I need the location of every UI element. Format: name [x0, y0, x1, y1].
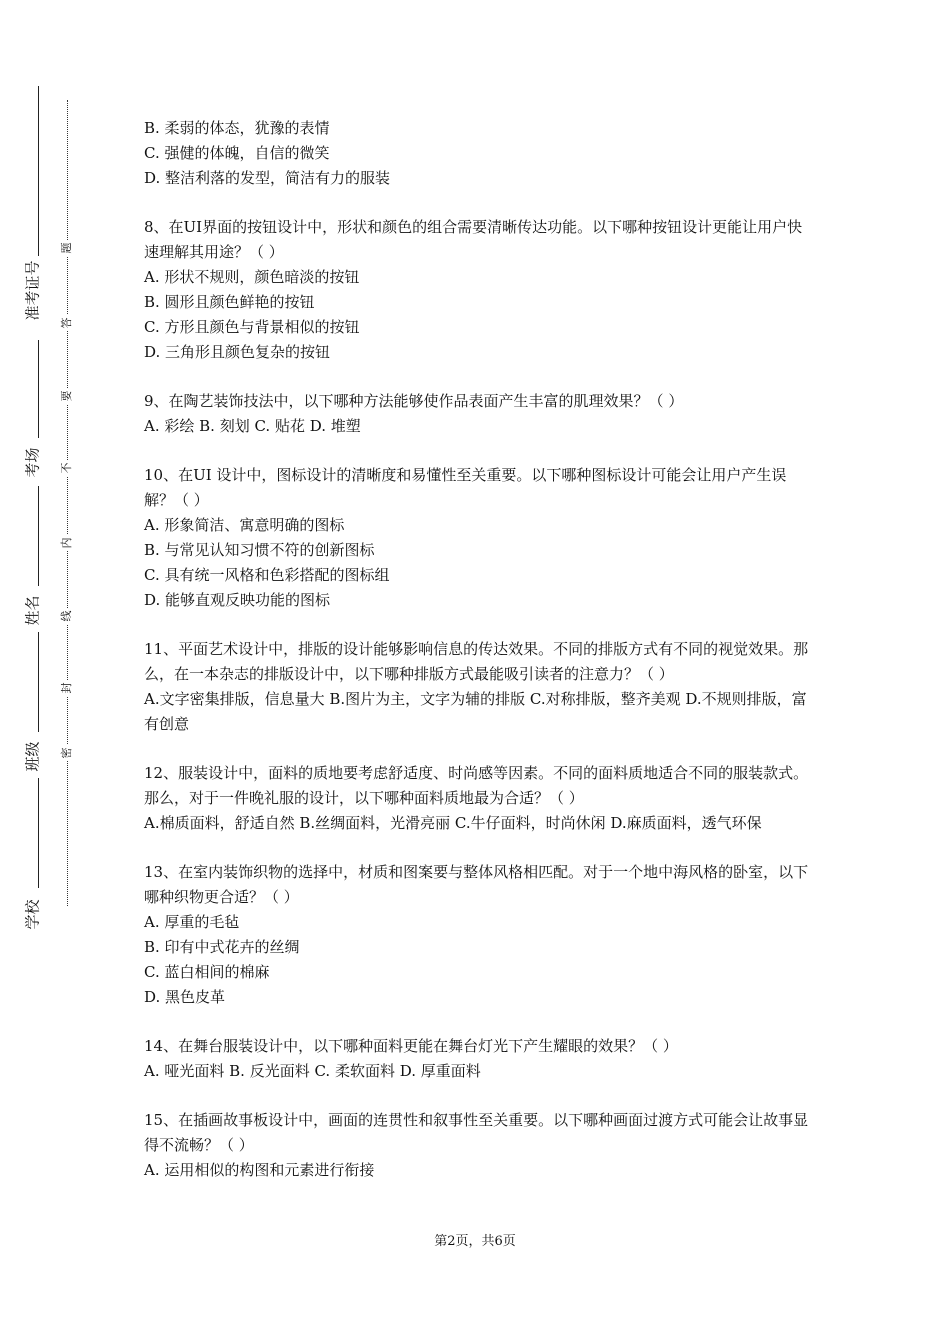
- page-number: 第2页，共6页: [434, 1234, 516, 1249]
- options-inline: A. 彩绘 B. 刻划 C. 贴花 D. 堆塑: [144, 417, 361, 435]
- option: B. 印有中式花卉的丝绸: [144, 938, 300, 956]
- option: D. 整洁利落的发型，简洁有力的服装: [144, 169, 391, 187]
- question-12: [144, 761, 810, 836]
- field-name: [14, 588, 54, 628]
- option: D. 能够直观反映功能的图标: [144, 591, 331, 609]
- field-label: 学校: [23, 899, 42, 930]
- option: C. 具有统一风格和色彩搭配的图标组: [144, 566, 390, 584]
- field-underline: [38, 486, 39, 586]
- option: A. 形象简洁、寓意明确的图标: [144, 516, 345, 534]
- question-15: [144, 1108, 810, 1183]
- question-stem: 10、在UI 设计中，图标设计的清晰度和易懂性至关重要。以下哪种图标设计可能会让用户产生误解？（ ）: [144, 466, 787, 509]
- seal-char: 要: [59, 388, 75, 404]
- option: D. 黑色皮革: [144, 988, 226, 1006]
- seal-char: 封: [59, 680, 75, 696]
- option: C. 方形且颜色与背景相似的按钮: [144, 318, 360, 336]
- question-10: [144, 463, 810, 613]
- field-label: 班级: [23, 741, 42, 772]
- field-label: 准考证号: [23, 260, 42, 321]
- field-exam-room: [14, 440, 54, 480]
- question-stem: 13、在室内装饰织物的选择中，材质和图案要与整体风格相匹配。对于一个地中海风格的卧室，以下哪种织物更合适？（ ）: [144, 863, 809, 906]
- field-underline: [38, 778, 39, 888]
- question-8: [144, 215, 810, 365]
- option: A. 形状不规则，颜色暗淡的按钮: [144, 268, 360, 286]
- question-stem: 12、服装设计中，面料的质地要考虑舒适度、时尚感等因素。不同的面料质地适合不同的服装款式。那么，对于一件晚礼服的设计，以下哪种面料质地最为合适？（ ）: [144, 764, 809, 807]
- field-underline: [38, 86, 39, 256]
- seal-char: 答: [59, 315, 75, 331]
- question-stem: 9、在陶艺装饰技法中，以下哪种方法能够使作品表面产生丰富的肌理效果？（ ）: [144, 392, 684, 410]
- option: B. 柔弱的体态，犹豫的表情: [144, 119, 330, 137]
- question-14: [144, 1034, 810, 1084]
- question-9: [144, 389, 810, 439]
- question-7-carryover: [144, 116, 810, 191]
- options-inline: A.棉质面料，舒适自然 B.丝绸面料，光滑亮丽 C.牛仔面料，时尚休闲 D.麻质面料，透气环保: [144, 814, 762, 832]
- field-school: [14, 892, 54, 932]
- seal-char: 内: [59, 535, 75, 551]
- seal-dotted-line: [67, 100, 68, 906]
- exam-content: [144, 116, 810, 1183]
- field-class: [14, 734, 54, 774]
- field-label: 考场: [23, 447, 42, 478]
- option: B. 圆形且颜色鲜艳的按钮: [144, 293, 315, 311]
- question-stem: 15、在插画故事板设计中，画面的连贯性和叙事性至关重要。以下哪种画面过渡方式可能会让故事显得不流畅？（ ）: [144, 1111, 809, 1154]
- question-11: [144, 637, 810, 737]
- question-stem: 14、在舞台服装设计中，以下哪种面料更能在舞台灯光下产生耀眼的效果？（ ）: [144, 1037, 678, 1055]
- field-underline: [38, 632, 39, 732]
- option: A. 运用相似的构图和元素进行衔接: [144, 1161, 375, 1179]
- option: C. 蓝白相间的棉麻: [144, 963, 270, 981]
- field-underline: [38, 340, 39, 438]
- field-exam-number: [14, 262, 54, 342]
- seal-char: 题: [59, 240, 75, 256]
- question-stem: 11、平面艺术设计中，排版的设计能够影响信息的传达效果。不同的排版方式有不同的视觉效果。那么，在一本杂志的排版设计中，以下哪种排版方式最能吸引读者的注意力？（ ）: [144, 640, 809, 683]
- option: D. 三角形且颜色复杂的按钮: [144, 343, 331, 361]
- binding-margin: [0, 0, 73, 1344]
- question-stem: 8、在UI界面的按钮设计中，形状和颜色的组合需要清晰传达功能。以下哪种按钮设计更能让用户快速理解其用途？（ ）: [144, 218, 803, 261]
- field-label: 姓名: [23, 595, 42, 626]
- options-inline: A.文字密集排版，信息量大 B.图片为主，文字为辅的排版 C.对称排版，整齐美观 D.不规则排版，富有创意: [144, 690, 807, 733]
- seal-char: 不: [59, 460, 75, 476]
- option: B. 与常见认知习惯不符的创新图标: [144, 541, 375, 559]
- seal-char: 线: [59, 608, 75, 624]
- seal-char: 密: [59, 745, 75, 761]
- option: C. 强健的体魄，自信的微笑: [144, 144, 330, 162]
- question-13: [144, 860, 810, 1010]
- option: A. 厚重的毛毡: [144, 913, 240, 931]
- options-inline: A. 哑光面料 B. 反光面料 C. 柔软面料 D. 厚重面料: [144, 1062, 481, 1080]
